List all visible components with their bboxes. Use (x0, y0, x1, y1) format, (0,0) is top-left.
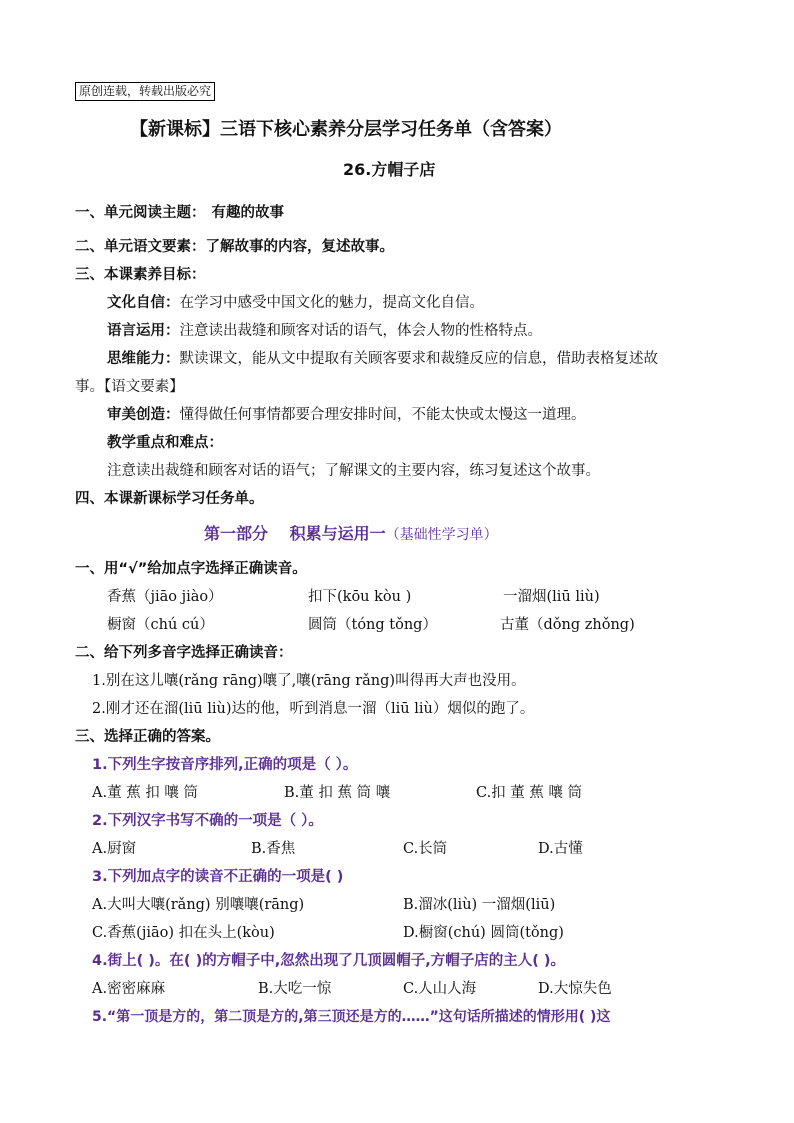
focus-heading: 教学重点和难点： (107, 435, 223, 451)
q1-option: 橱窗（chú cú） (107, 617, 214, 633)
goal-text: 在学习中感受中国文化的魅力，提高文化自信。 (179, 295, 484, 311)
goal-label: 文化自信： (107, 295, 180, 311)
goal-aesthetic (107, 405, 586, 425)
q3-option: D.大惊失色 (538, 981, 612, 997)
q3-subquestion: 5.“第一顶是方的，第二顶是方的,第三顶还是方的……”这句话所描述的情形用( )这 (92, 1009, 611, 1025)
q3-option: A.厨窗 (92, 841, 137, 857)
q3-option: B.香焦 (251, 841, 296, 857)
lesson-title: 26.方帽子店 (343, 160, 436, 179)
focus-text: 注意读出裁缝和顾客对话的语气；了解课文的主要内容，练习复述这个故事。 (107, 463, 600, 479)
q2-heading: 二、给下列多音字选择正确读音： (75, 645, 293, 661)
goal-thinking (107, 349, 658, 369)
q1-option: 香蕉（jiāo jiào） (107, 589, 223, 605)
section-goals-heading: 三、本课素养目标： (75, 267, 206, 283)
q3-option: C.扣 董 蕉 嚷 筒 (476, 785, 583, 801)
goal-label: 语言运用： (107, 323, 180, 339)
q3-option: D.古懂 (538, 841, 583, 857)
q3-subquestion: 3.下列加点字的读音不正确的一项是( ) (92, 869, 344, 885)
q3-option: B.溜冰(liù) 一溜烟(liū) (403, 897, 556, 913)
q3-option: A.大叫大嚷(rǎng) 别嚷嚷(rāng) (92, 897, 305, 913)
part-note: （基础性学习单） (385, 527, 498, 543)
q3-option: C.人山人海 (403, 981, 477, 997)
section-task-sheet: 四、本课新课标学习任务单。 (75, 491, 264, 507)
q3-option: A.密密麻麻 (92, 981, 166, 997)
page-title: 【新课标】三语下核心素养分层学习任务单（含答案） (130, 119, 562, 140)
q1-option: 古董（dǒng zhǒng) (500, 617, 635, 633)
q3-subquestion: 2.下列汉字书写不确的一项是（ ）。 (92, 813, 323, 829)
goal-label: 思维能力： (107, 351, 180, 367)
q2-item: 1.别在这儿嚷(rǎng rāng)嚷了,嚷(rāng rǎng)叫得再大声也没用。 (92, 673, 526, 689)
section-reading-theme (75, 203, 284, 223)
goal-text: 默读课文，能从文中提取有关顾客要求和裁缝反应的信息，借助表格复述故 (179, 351, 658, 367)
q1-heading: 一、用“√”给加点字选择正确读音。 (75, 561, 307, 577)
q3-option: B.大吃一惊 (258, 981, 332, 997)
goal-text: 懂得做任何事情都要合理安排时间，不能太快或太慢这一道理。 (179, 407, 586, 423)
q1-option: 扣下(kōu kòu ) (308, 589, 412, 605)
q1-option: 圆筒（tóng tǒng） (308, 617, 437, 633)
goal-text: 注意读出裁缝和顾客对话的语气，体会人物的性格特点。 (179, 323, 542, 339)
q3-subquestion: 1.下列生字按音序排列,正确的项是（ ）。 (92, 757, 358, 773)
q3-option: D.橱窗(chú) 圆筒(tǒng) (403, 925, 564, 941)
q3-subquestion: 4.街上( )。在( )的方帽子中,忽然出现了几顶圆帽子,方帽子店的主人( )。 (92, 953, 566, 969)
goal-label: 审美创造： (107, 407, 180, 423)
part-one-heading (204, 524, 498, 545)
goal-culture (107, 293, 484, 313)
goal-language (107, 321, 542, 341)
part-title: 第一部分 积累与运用一 (204, 524, 386, 543)
section-language-elements: 二、单元语文要素：了解故事的内容，复述故事。 (75, 239, 394, 255)
q1-option: 一溜烟(liū liù) (503, 589, 600, 605)
q3-option: A.董 蕉 扣 嚷 筒 (92, 785, 199, 801)
q3-option: B.董 扣 蕉 筒 嚷 (284, 785, 391, 801)
q2-item: 2.刚才还在溜(liū liù)达的他，听到消息一溜（liū liù）烟似的跑了。 (92, 701, 535, 717)
q3-option: C.长筒 (403, 841, 448, 857)
section-value: 有趣的故事 (211, 205, 284, 221)
goal-thinking-continued: 事。【语文要素】 (75, 379, 184, 395)
q3-option: C.香蕉(jiāo) 扣在头上(kòu) (92, 925, 275, 941)
copyright-stamp: 原创连载，转载出版必究 (75, 82, 215, 101)
section-label: 一、单元阅读主题： (75, 205, 206, 221)
q3-heading: 三、选择正确的答案。 (75, 729, 220, 745)
